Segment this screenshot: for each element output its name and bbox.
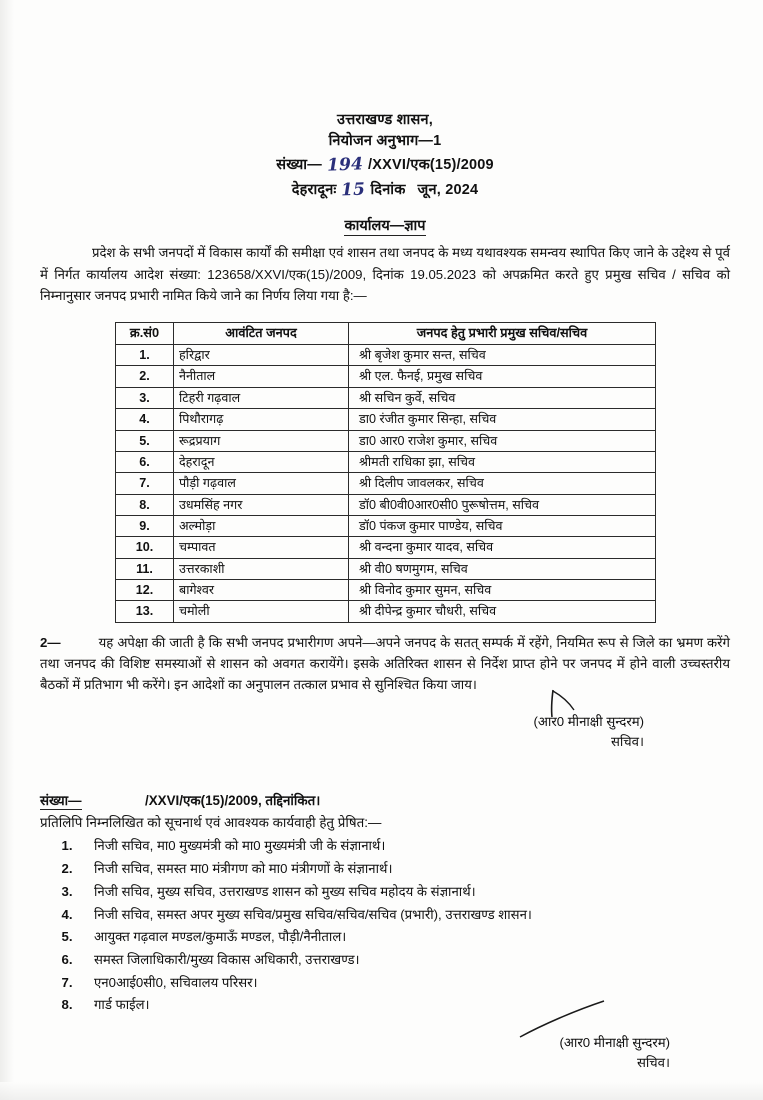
endorsement-number-prefix: संख्या— (40, 793, 82, 809)
signature-stroke-icon (518, 999, 608, 1039)
cell-serial: 10. (116, 537, 174, 558)
paragraph-2-text: यह अपेक्षा की जाती है कि सभी जनपद प्रभारीगण अपने—अपने जनपद के सतत् सम्पर्क में रहेंगे, नियमित रूप से जिले का भ्रमण करेंगे तथा जनपद की विशिष्ट समस्याओं से शासन को अवगत करायेंगे। इसके अतिरिक्त शासन से निर्देश प्राप्त होने पर जनपद में होने वाली उच्चस्तरीय बैठकों में प्रतिभाग भी करेंगे। इन आदेशों का अनुपालन तत्काल प्रभाव से सुनिश्चित किया जाय। (40, 634, 730, 693)
cell-district: रूद्रप्रयाग (174, 430, 349, 451)
cell-officer: श्री वन्दना कुमार यादव, सचिव (349, 537, 656, 558)
cell-serial: 11. (116, 558, 174, 579)
memo-date-label: दिनांक (370, 181, 406, 198)
distribution-list (40, 835, 730, 1017)
document-body (40, 110, 730, 1073)
list-item (40, 881, 730, 904)
table-row (116, 451, 656, 472)
table-row (116, 345, 656, 366)
cell-officer: श्री वी0 षणमुगम, सचिव (349, 558, 656, 579)
memo-date-line (40, 177, 730, 202)
table-row (116, 387, 656, 408)
list-item-index: 6. (61, 951, 73, 967)
table-row (116, 537, 656, 558)
cell-district: बागेश्वर (174, 580, 349, 601)
signatory-name: (आर0 मीनाक्षी सुन्दरम) (533, 713, 644, 729)
list-item-label: एन0आई0सी0, सचिवालय परिसर। (94, 974, 258, 990)
memo-title (40, 215, 730, 235)
cell-district: हरिद्वार (174, 345, 349, 366)
table-row (116, 558, 656, 579)
memo-number-prefix: संख्या— (276, 157, 322, 174)
cell-serial: 3. (116, 387, 174, 408)
memo-title-text: कार्यालय—ज्ञाप (344, 218, 426, 235)
allocation-table-wrapper (115, 322, 656, 622)
table-row (116, 366, 656, 387)
memo-place: देहरादूनः (291, 181, 337, 198)
cell-district: देहरादून (174, 451, 349, 472)
cell-district: पौड़ी गढ़वाल (174, 473, 349, 494)
cell-officer: श्री सचिन कुर्वे, सचिव (349, 387, 656, 408)
signatory-name: (आर0 मीनाक्षी सुन्दरम) (559, 1035, 670, 1051)
list-item-label: निजी सचिव, मुख्य सचिव, उत्तराखण्ड शासन को मुख्य सचिव महोदय के संज्ञानार्थ। (94, 883, 476, 899)
cell-officer: श्री दीपेन्द्र कुमार चौधरी, सचिव (349, 601, 656, 622)
cell-serial: 1. (116, 345, 174, 366)
memo-number-handwritten: 194 (326, 154, 364, 176)
list-item-index: 4. (61, 906, 73, 922)
paragraph-2 (40, 632, 730, 696)
list-item-label: निजी सचिव, समस्त मा0 मंत्रीगण को मा0 मंत्रीगणों के संज्ञानार्थ। (94, 861, 393, 877)
table-row (116, 601, 656, 622)
copy-to-line: प्रतिलिपि निम्नलिखित को सूचनार्थ एवं आवश्यक कार्यवाही हेतु प्रेषित:— (40, 815, 382, 831)
paragraph-2-number: 2— (40, 634, 61, 650)
list-item (40, 972, 730, 995)
list-item (40, 994, 730, 1017)
table-row (116, 473, 656, 494)
endorsement-number-line (40, 791, 730, 809)
list-item (40, 835, 730, 858)
signature-block-1 (40, 712, 730, 752)
memo-number-suffix: /XXVI/एक(15)/2009 (368, 157, 494, 174)
memo-day-handwritten: 15 (341, 179, 366, 201)
cell-serial: 12. (116, 580, 174, 601)
list-item-label: निजी सचिव, समस्त अपर मुख्य सचिव/प्रमुख सचिव/सचिव/सचिव (प्रभारी), उत्तराखण्ड शासन। (94, 906, 532, 922)
list-item (40, 904, 730, 927)
table-row (116, 430, 656, 451)
list-item-index: 1. (61, 838, 73, 854)
list-item-label: निजी सचिव, मा0 मुख्यमंत्री को मा0 मुख्यमंत्री जी के संज्ञानार्थ। (94, 838, 386, 854)
cell-officer: डॉ0 बी0वी0आर0सी0 पुरूषोत्तम, सचिव (349, 494, 656, 515)
cell-serial: 2. (116, 366, 174, 387)
table-row (116, 409, 656, 430)
signatory-designation: सचिव। (610, 733, 644, 749)
cell-serial: 7. (116, 473, 174, 494)
list-item-index: 2. (61, 861, 73, 877)
memo-body-paragraph: प्रदेश के सभी जनपदों में विकास कार्यों की समीक्षा एवं शासन तथा जनपद के मध्य यथावश्यक समन्वय स्थापित किए जाने के उद्देश्य से पूर्व में निर्गत कार्यालय आदेश संख्या: 123658/XXVI/एक(15)/2009, दिनांक 19.05.2023 को अपक्रमित करते हुए प्रमुख सचिव / सचिव को निम्नानुसार जनपद प्रभारी नामित किये जाने का निर्णय लिया गया है:— (40, 245, 730, 304)
list-item-index: 7. (61, 974, 73, 990)
list-item-label: गार्ड फाईल। (94, 997, 150, 1013)
cell-officer: डा0 रंजीत कुमार सिन्हा, सचिव (349, 409, 656, 430)
memo-date-value: जून, 2024 (417, 181, 479, 198)
cell-district: उधमसिंह नगर (174, 494, 349, 515)
letterhead (40, 110, 730, 201)
list-item-index: 3. (61, 883, 73, 899)
signature-stroke-icon (546, 688, 580, 718)
cell-serial: 9. (116, 515, 174, 536)
column-header-district: आवंटित जनपद (174, 323, 349, 345)
list-item-label: समस्त जिलाधिकारी/मुख्य विकास अधिकारी, उत्तराखण्ड। (94, 951, 360, 967)
list-item (40, 949, 730, 972)
endorsement-number-suffix: /XXVI/एक(15)/2009, तद्दिनांकित। (144, 793, 321, 809)
cell-officer: श्री बृजेश कुमार सन्त, सचिव (349, 345, 656, 366)
cell-officer: डा0 आर0 राजेश कुमार, सचिव (349, 430, 656, 451)
list-item-index: 5. (61, 929, 73, 945)
list-item-label: आयुक्त गढ़वाल मण्डल/कुमाऊँ मण्डल, पौड़ी/नैनीताल। (94, 929, 347, 945)
column-header-serial: क्र.सं0 (116, 323, 174, 345)
table-header-row (116, 323, 656, 345)
scan-edge-left (0, 0, 14, 1100)
list-item (40, 858, 730, 881)
cell-district: नैनीताल (174, 366, 349, 387)
cell-district: चमोली (174, 601, 349, 622)
cell-district: पिथौरागढ़ (174, 409, 349, 430)
cell-officer: डॉ0 पंकज कुमार पाण्डेय, सचिव (349, 515, 656, 536)
memo-number-line (40, 152, 730, 177)
list-item (40, 926, 730, 949)
cell-officer: श्री दिलीप जावलकर, सचिव (349, 473, 656, 494)
cell-district: टिहरी गढ़वाल (174, 387, 349, 408)
cell-serial: 6. (116, 451, 174, 472)
cell-serial: 8. (116, 494, 174, 515)
cell-serial: 5. (116, 430, 174, 451)
signature-block-2 (40, 1033, 730, 1073)
scan-edge-bottom (0, 1082, 763, 1100)
cell-officer: श्री एल. फैनई, प्रमुख सचिव (349, 366, 656, 387)
signatory-designation: सचिव। (636, 1054, 670, 1070)
column-header-officer: जनपद हेतु प्रभारी प्रमुख सचिव/सचिव (349, 323, 656, 345)
department-section: नियोजन अनुभाग—1 (328, 133, 442, 150)
cell-district: चम्पावत (174, 537, 349, 558)
cell-serial: 13. (116, 601, 174, 622)
allocation-table (115, 322, 656, 622)
list-item-index: 8. (61, 997, 73, 1013)
cell-serial: 4. (116, 409, 174, 430)
cell-district: उत्तरकाशी (174, 558, 349, 579)
table-row (116, 515, 656, 536)
table-row (116, 494, 656, 515)
govt-name: उत्तराखण्ड शासन, (337, 112, 433, 128)
cell-officer: श्री विनोद कुमार सुमन, सचिव (349, 580, 656, 601)
cell-district: अल्मोड़ा (174, 515, 349, 536)
table-row (116, 580, 656, 601)
cell-officer: श्रीमती राधिका झा, सचिव (349, 451, 656, 472)
